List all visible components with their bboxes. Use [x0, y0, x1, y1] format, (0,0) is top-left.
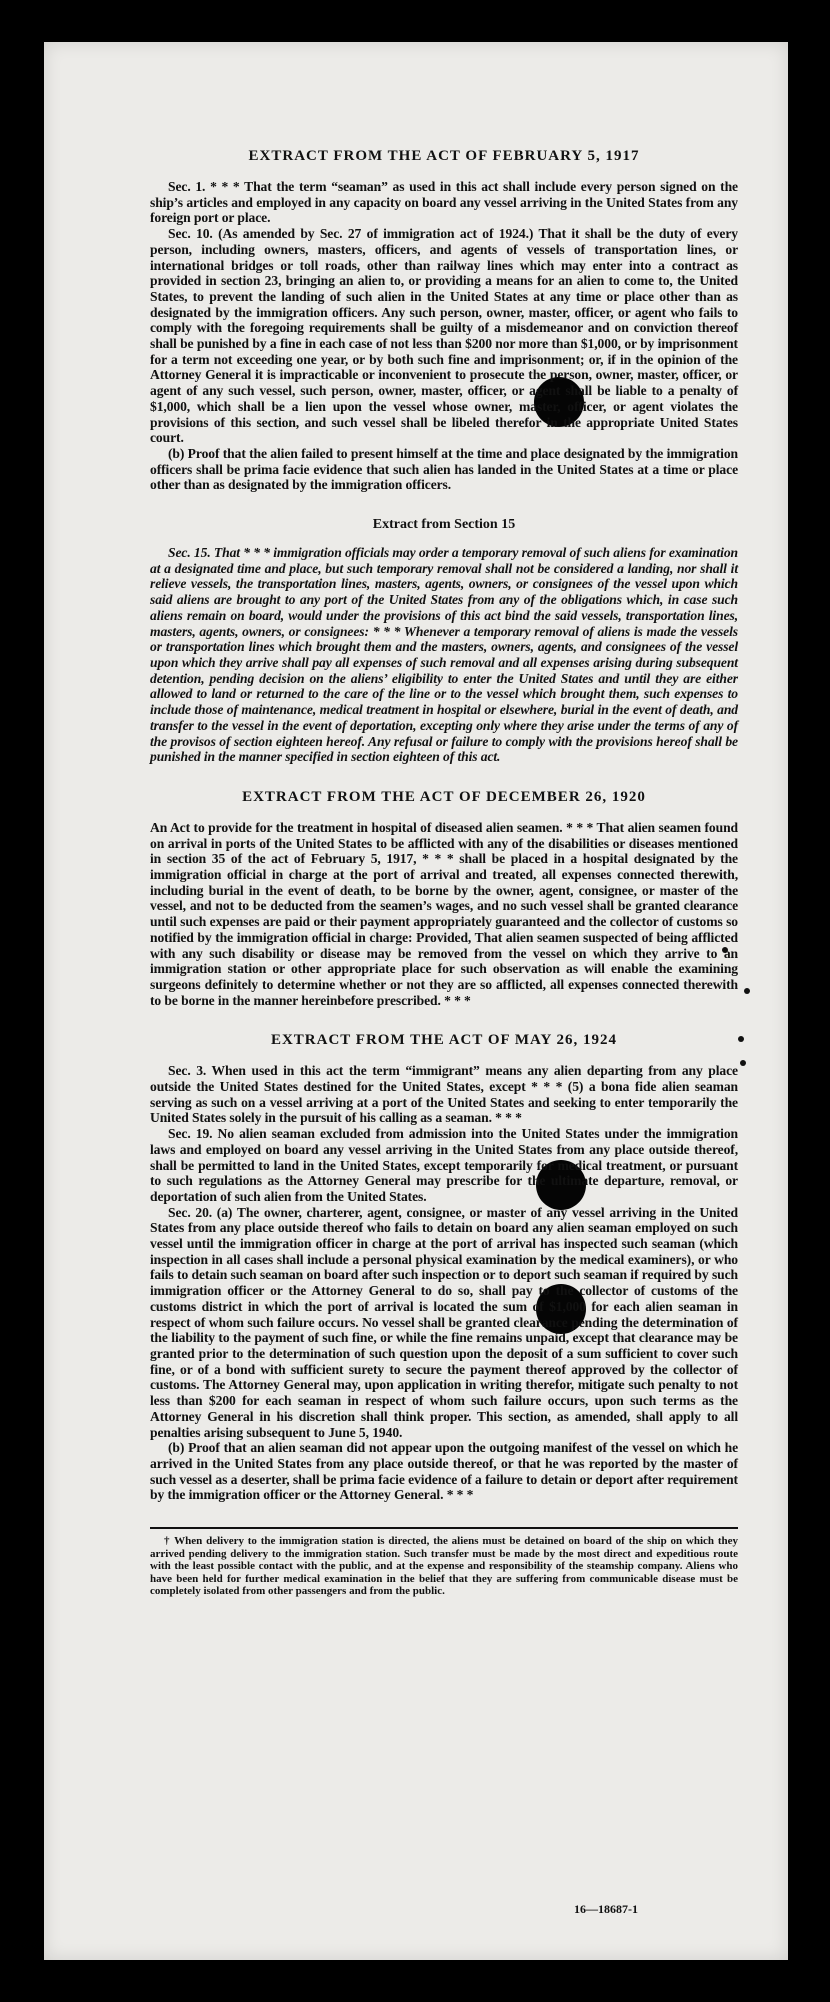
document-number: 16—18687-1: [574, 1902, 638, 1916]
section-act-1917: [150, 148, 738, 493]
paragraph: Sec. 19. No alien seaman excluded from admission into the United States under the immigration laws and employed on board any vessel arriving in the United States from any place outside thereof, shall be permitted to land in the United States, except temporarily for medical treatment, or pursuant to such regulations as the Attorney General may prescribe for the ultimate departure, removal, or deportation of such alien from the United States.: [150, 1126, 738, 1204]
paragraph: Sec. 20. (a) The owner, charterer, agent, consignee, or master of any vessel arriving in the United States from any place outside thereof who fails to detain on board any alien seaman employed on such vessel until the immigration officer in charge at the port of arrival has inspected such seaman (which inspection in all cases shall include a personal physical examination by the medical examiners), or who fails to detain such seaman on board after such inspection or to deport such seaman if required by such immigration officer or the Attorney General to do so, shall pay to the collector of customs of the customs district in which the port of arrival is located the sum of $1,000 for each alien seaman in respect of whom such failure occurs. No vessel shall be granted clearance pending the determination of the liability to the payment of such fine, or while the fine remains unpaid, except that clearance may be granted prior to the determination of such question upon the deposit of a sum sufficient to cover such fine, or of a bond with sufficient surety to secure the payment thereof approved by the collector of customs. The Attorney General may, upon application in writing therefor, mitigate such penalty to not less than $200 for each seaman in respect of whom such failure occurs, upon such terms as the Attorney General in his discretion shall think proper. This section, as amended, shall apply to all penalties arising subsequent to June 5, 1940.: [150, 1204, 738, 1440]
paragraph: Sec. 15. That * * * immigration officials may order a temporary removal of such aliens for examination at a designated time and place, but such temporary removal shall not be considered a landing, nor shall it relieve vessels, the transportation lines, masters, agents, owners, or consignees of the vessel upon which said aliens are brought to any port of the United States from any of the obligations which, in case such aliens remain on board, would under the provisions of this act bind the said vessels, transportation lines, masters, agents, owners, or consignees: * * * Whenever a temporary removal of aliens is made the vessels or transportation lines which brought them and the masters, owners, agents, and consignees of the vessel upon which they arrive shall pay all expenses of such removal and all expenses arising during subsequent detention, pending decision on the aliens’ eligibility to enter the United States and until they are either allowed to land or returned to the care of the line or to the vessel which brought them, such expenses to include those of maintenance, medical treatment in hospital or elsewhere, burial in the event of death, and transfer to the vessel in the event of deportation, excepting only where they arise under the terms of any of the provisos of section eighteen hereof. Any refusal or failure to comply with the provisions hereof shall be punished in the manner specified in section eighteen of this act.: [150, 545, 738, 765]
document-text: [150, 148, 738, 1598]
paragraph: Sec. 1. * * * That the term “seaman” as used in this act shall include every person signed on the ship’s articles and employed in any capacity on board any vessel arriving in the United States from any foreign port or place.: [150, 179, 738, 226]
paragraph: (b) Proof that the alien failed to present himself at the time and place designated by the immigration officers shall be prima facie evidence that such alien has landed in the United States at a time or place other than as designated by the immigration officers.: [150, 445, 738, 493]
section-extract-15: [150, 517, 738, 765]
ink-dot: [740, 1060, 746, 1066]
section-heading: EXTRACT FROM THE ACT OF MAY 26, 1924: [270, 1032, 618, 1049]
paragraph: (b) Proof that an alien seaman did not appear upon the outgoing manifest of the vessel on which he arrived in the United States from any place outside thereof, or that he was reported by the master of such vessel as a deserter, shall be prima facie evidence of a failure to detain or deport after requirement by the immigration officer or the Attorney General. * * *: [150, 1440, 738, 1503]
paragraph: Sec. 3. When used in this act the term “immigrant” means any alien departing from any place outside the United States destined for the United States, except * * * (5) a bona fide alien seaman serving as such on a vessel arriving at a port of the United States and seeking to enter temporarily the United States solely in the pursuit of his calling as a seaman. * * *: [150, 1063, 738, 1126]
ink-dot: [744, 988, 750, 994]
ink-dot: [738, 1036, 744, 1042]
section-heading: EXTRACT FROM THE ACT OF DECEMBER 26, 1920: [242, 788, 646, 805]
footnote: † When delivery to the immigration station is directed, the aliens must be detained on board of the ship on which they arrived pending delivery to the immigration station. Such transfer must be made by the most direct and expeditious route with the least possible contact with the public, and at the expense and responsibility of the steamship company. Aliens who have been held for further medical examination in the belief that they are suffering from communicable disease must be completely isolated from other passengers and from the public.: [150, 1527, 738, 1598]
paragraph: An Act to provide for the treatment in hospital of diseased alien seamen. * * * That alien seamen found on arrival in ports of the United States to be afflicted with any of the disabilities or diseases mentioned in section 35 of the act of February 5, 1917, * * * shall be placed in a hospital designated by the immigration official in charge at the port of arrival and treated, all expenses connected therewith, including burial in the event of death, to be borne by the owner, agent, consignee, or master of the vessel, and not to be deducted from the seamen’s wages, and no such vessel shall be granted clearance until such expenses are paid or their payment appropriately guaranteed and the collector of customs so notified by the immigration official in charge: Provided, That alien seamen suspected of being afflicted with any such disability or disease may be removed from the vessel on which they arrive to an immigration station or other appropriate place for such observation as will enable the examining surgeons definitely to determine whether or not they are so afflicted, all expenses connected therewith to be borne in the manner hereinbefore prescribed. * * *: [150, 819, 738, 1008]
section-act-1920: [150, 789, 738, 1008]
section-heading: Extract from Section 15: [372, 517, 516, 533]
section-act-1924: [150, 1032, 738, 1503]
paragraph: Sec. 10. (As amended by Sec. 27 of immigration act of 1924.) That it shall be the duty of every person, including owners, masters, officers, and agents of vessels of transportation lines, or international bridges or toll roads, other than railway lines which may enter into a contract as provided in section 23, bringing an alien to, or providing a means for an alien to come to, the United States, to prevent the landing of such alien in the United States at any time or place other than as designated by the immigration officers. Any such person, owner, master, officer, or agent who fails to comply with the foregoing requirements shall be guilty of a misdemeanor and on conviction thereof shall be punished by a fine in each case of not less than $200 nor more than $1,000, or by imprisonment for a term not exceeding one year, or by both such fine and imprisonment; or, if in the opinion of the Attorney General it is impracticable or inconvenient to prosecute the person, owner, master, officer, or agent of any such vessel, such person, owner, master, officer, or agent shall be liable to a penalty of $1,000, which shall be a lien upon the vessel whose owner, master, officer, or agent violates the provisions of this section, and such vessel shall be libeled therefor in the appropriate United States court.: [150, 226, 738, 446]
section-heading: EXTRACT FROM THE ACT OF FEBRUARY 5, 1917: [248, 148, 640, 164]
